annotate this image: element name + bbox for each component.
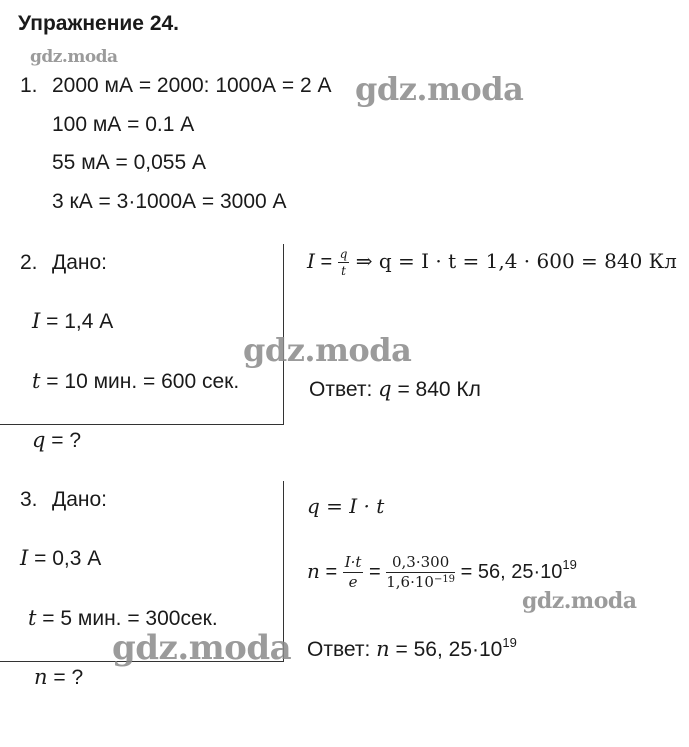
ex1-number: 1.: [20, 74, 38, 97]
ex1-line-4: 3 кА = 3·1000А = 3000 А: [52, 190, 287, 213]
ex3-given-current: [20, 546, 101, 571]
ex3-answer: [307, 637, 517, 662]
ex2-answer-symbol: q: [378, 377, 392, 401]
ex2-given-time: [32, 369, 239, 394]
ex3-f2-den-1: e: [348, 573, 358, 591]
ex2-i-value: = 1,4 А: [40, 310, 114, 333]
ex3-t-value: = 5 мин. = 300сек.: [36, 607, 218, 630]
ex3-f2-result: = 56, 25·10: [455, 560, 563, 583]
watermark-logo: gdz.moda: [522, 588, 637, 614]
ex3-answer-value: = 56, 25·10: [389, 638, 503, 661]
ex3-unknown: [34, 665, 83, 690]
ex2-answer-label: Ответ:: [309, 378, 379, 401]
ex3-i-value: = 0,3 А: [28, 547, 102, 570]
ex3-answer-symbol: n: [376, 637, 390, 661]
ex3-t-symbol: t: [28, 606, 37, 630]
ex2-f-eq: =: [314, 250, 338, 273]
ex2-number: 2.: [20, 251, 38, 274]
ex3-formula-2: [307, 555, 577, 590]
ex2-answer-value: = 840 Кл: [391, 378, 481, 401]
ex3-f2-eq: =: [319, 560, 343, 583]
watermark-logo: gdz.moda: [30, 47, 118, 67]
ex1-line-2: 100 мА = 0.1 А: [52, 113, 195, 136]
ex2-given-current: [32, 309, 113, 334]
ex2-given-divider: [0, 424, 283, 425]
ex3-f2-num-2: 0,3·300: [386, 555, 455, 573]
ex2-unknown: [32, 428, 81, 453]
ex3-f2-num-1: I·t: [344, 553, 362, 571]
ex3-f2-fraction-1: [343, 555, 364, 590]
watermark-logo: gdz.moda: [355, 70, 524, 108]
ex3-f2-den-2: [386, 573, 455, 590]
ex3-f2-result-exp: 19: [562, 556, 577, 572]
ex3-n-symbol: n: [34, 665, 48, 689]
ex2-f-fraction: [338, 248, 350, 277]
ex3-answer-label: Ответ:: [307, 638, 377, 661]
ex2-formula: [307, 248, 677, 277]
watermark-logo: gdz.moda: [243, 331, 412, 369]
ex2-q-value: = ?: [45, 429, 82, 452]
watermark-logo: gdz.moda: [112, 628, 292, 668]
ex2-f-rest: ⇒ q = I · t = 1,4 · 600 = 840 Кл: [349, 248, 677, 273]
ex2-t-value: = 10 мин. = 600 сек.: [40, 370, 240, 393]
ex3-formula-1: [307, 494, 384, 519]
ex2-i-symbol: I: [32, 309, 41, 333]
ex1-line-3: 55 мА = 0,055 А: [52, 151, 206, 174]
ex3-f2-den-2-exp: −19: [433, 574, 456, 585]
ex2-f-q: q: [339, 247, 348, 261]
ex3-n-value: = ?: [47, 666, 84, 689]
ex3-f2-eq-2: =: [363, 560, 387, 583]
ex3-number: 3.: [20, 488, 38, 511]
ex2-f-i: I: [307, 248, 315, 273]
ex3-f2-fraction-2: [386, 555, 455, 590]
ex2-q-symbol: q: [32, 428, 46, 452]
ex2-t-symbol: t: [32, 369, 41, 393]
ex3-given-label: Дано:: [52, 488, 108, 511]
ex2-given-label: Дано:: [52, 251, 108, 274]
ex3-i-symbol: I: [20, 546, 29, 570]
ex2-f-t: t: [341, 264, 346, 278]
ex3-f2-n: n: [307, 558, 320, 583]
ex2-answer: [309, 377, 481, 402]
ex3-answer-exp: 19: [502, 635, 517, 650]
ex3-f1: q = I · t: [307, 494, 385, 518]
ex3-f2-den-2-base: 1,6·10: [386, 573, 434, 591]
ex1-line-1: 2000 мА = 2000: 1000А = 2 А: [52, 74, 332, 97]
exercise-title: Упражнение 24.: [18, 12, 180, 35]
